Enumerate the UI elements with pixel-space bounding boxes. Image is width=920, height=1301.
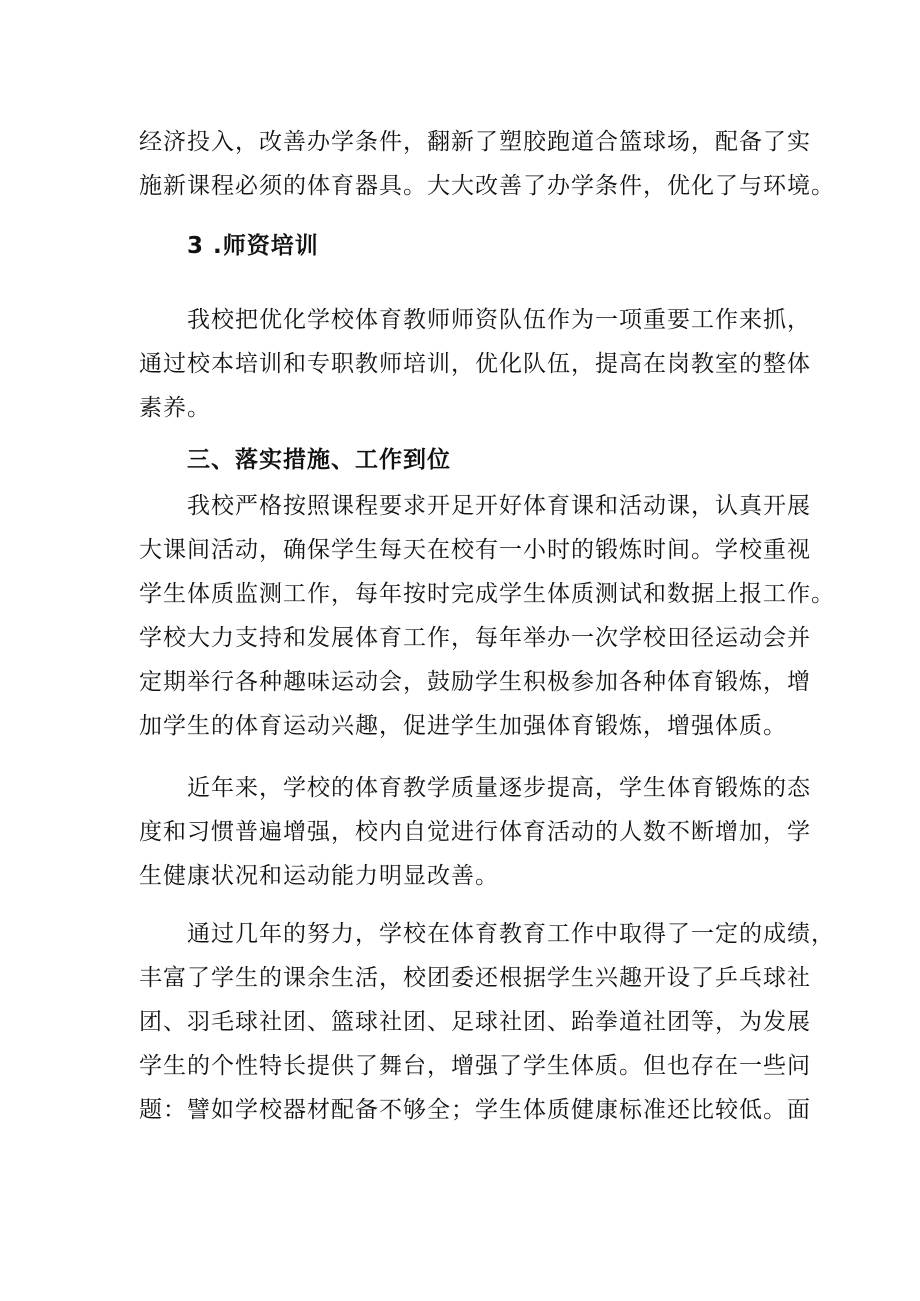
paragraph-line: 素养。 — [139, 395, 211, 421]
paragraph-recent-years — [139, 766, 811, 898]
paragraph-line: 定期举行各种趣味运动会，鼓励学生积极参加各种体育锻炼，增 — [139, 669, 811, 695]
paragraph-line: 团、羽毛球社团、篮球社团、足球社团、跆拳道社团等，为发展 — [139, 1009, 811, 1035]
paragraph-line: 学生的个性特长提供了舞台，增强了学生体质。但也存在一些问 — [139, 1053, 811, 1079]
continued-paragraph — [139, 120, 835, 208]
paragraph-line: 度和习惯普遍增强，校内自觉进行体育活动的人数不断增加，学 — [139, 819, 811, 845]
paragraph-line: 我校严格按照课程要求开足开好体育课和活动课，认真开展 — [187, 493, 811, 519]
section-heading-implementation: 三、落实措施、工作到位 — [187, 447, 451, 473]
paragraph-line: 通过校本培训和专职教师培训，优化队伍，提高在岗教室的整体 — [139, 351, 811, 377]
paragraph-line: 加学生的体育运动兴趣，促进学生加强体育锻炼，增强体质。 — [139, 713, 787, 739]
paragraph-line: 题：譬如学校器材配备不够全；学生体质健康标准还比较低。面 — [139, 1097, 811, 1123]
paragraph-line: 经济投入，改善办学条件，翻新了塑胶跑道合篮球场，配备了实 — [139, 129, 811, 155]
paragraph-line: 大课间活动，确保学生每天在校有一小时的锻炼时间。学校重视 — [139, 537, 811, 563]
paragraph-line: 学校大力支持和发展体育工作，每年举办一次学校田径运动会并 — [139, 625, 811, 651]
paragraph-line: 施新课程必须的体育器具。大大改善了办学条件，优化了与环境。 — [139, 173, 835, 199]
paragraph-teacher-training — [139, 298, 811, 430]
paragraph-line: 生健康状况和运动能力明显改善。 — [139, 863, 499, 889]
paragraph-line: 我校把优化学校体育教师师资队伍作为一项重要工作来抓， — [187, 307, 811, 333]
paragraph-line: 学生体质监测工作，每年按时完成学生体质测试和数据上报工作。 — [139, 581, 835, 607]
paragraph-achievements — [139, 912, 835, 1132]
paragraph-line: 通过几年的努力，学校在体育教育工作中取得了一定的成绩， — [187, 921, 835, 947]
paragraph-line: 丰富了学生的课余生活，校团委还根据学生兴趣开设了乒乓球社 — [139, 965, 811, 991]
section-heading-teacher-training: 3 .师资培训 — [187, 233, 319, 259]
paragraph-implementation — [139, 484, 835, 748]
paragraph-line: 近年来，学校的体育教学质量逐步提高，学生体育锻炼的态 — [187, 775, 811, 801]
